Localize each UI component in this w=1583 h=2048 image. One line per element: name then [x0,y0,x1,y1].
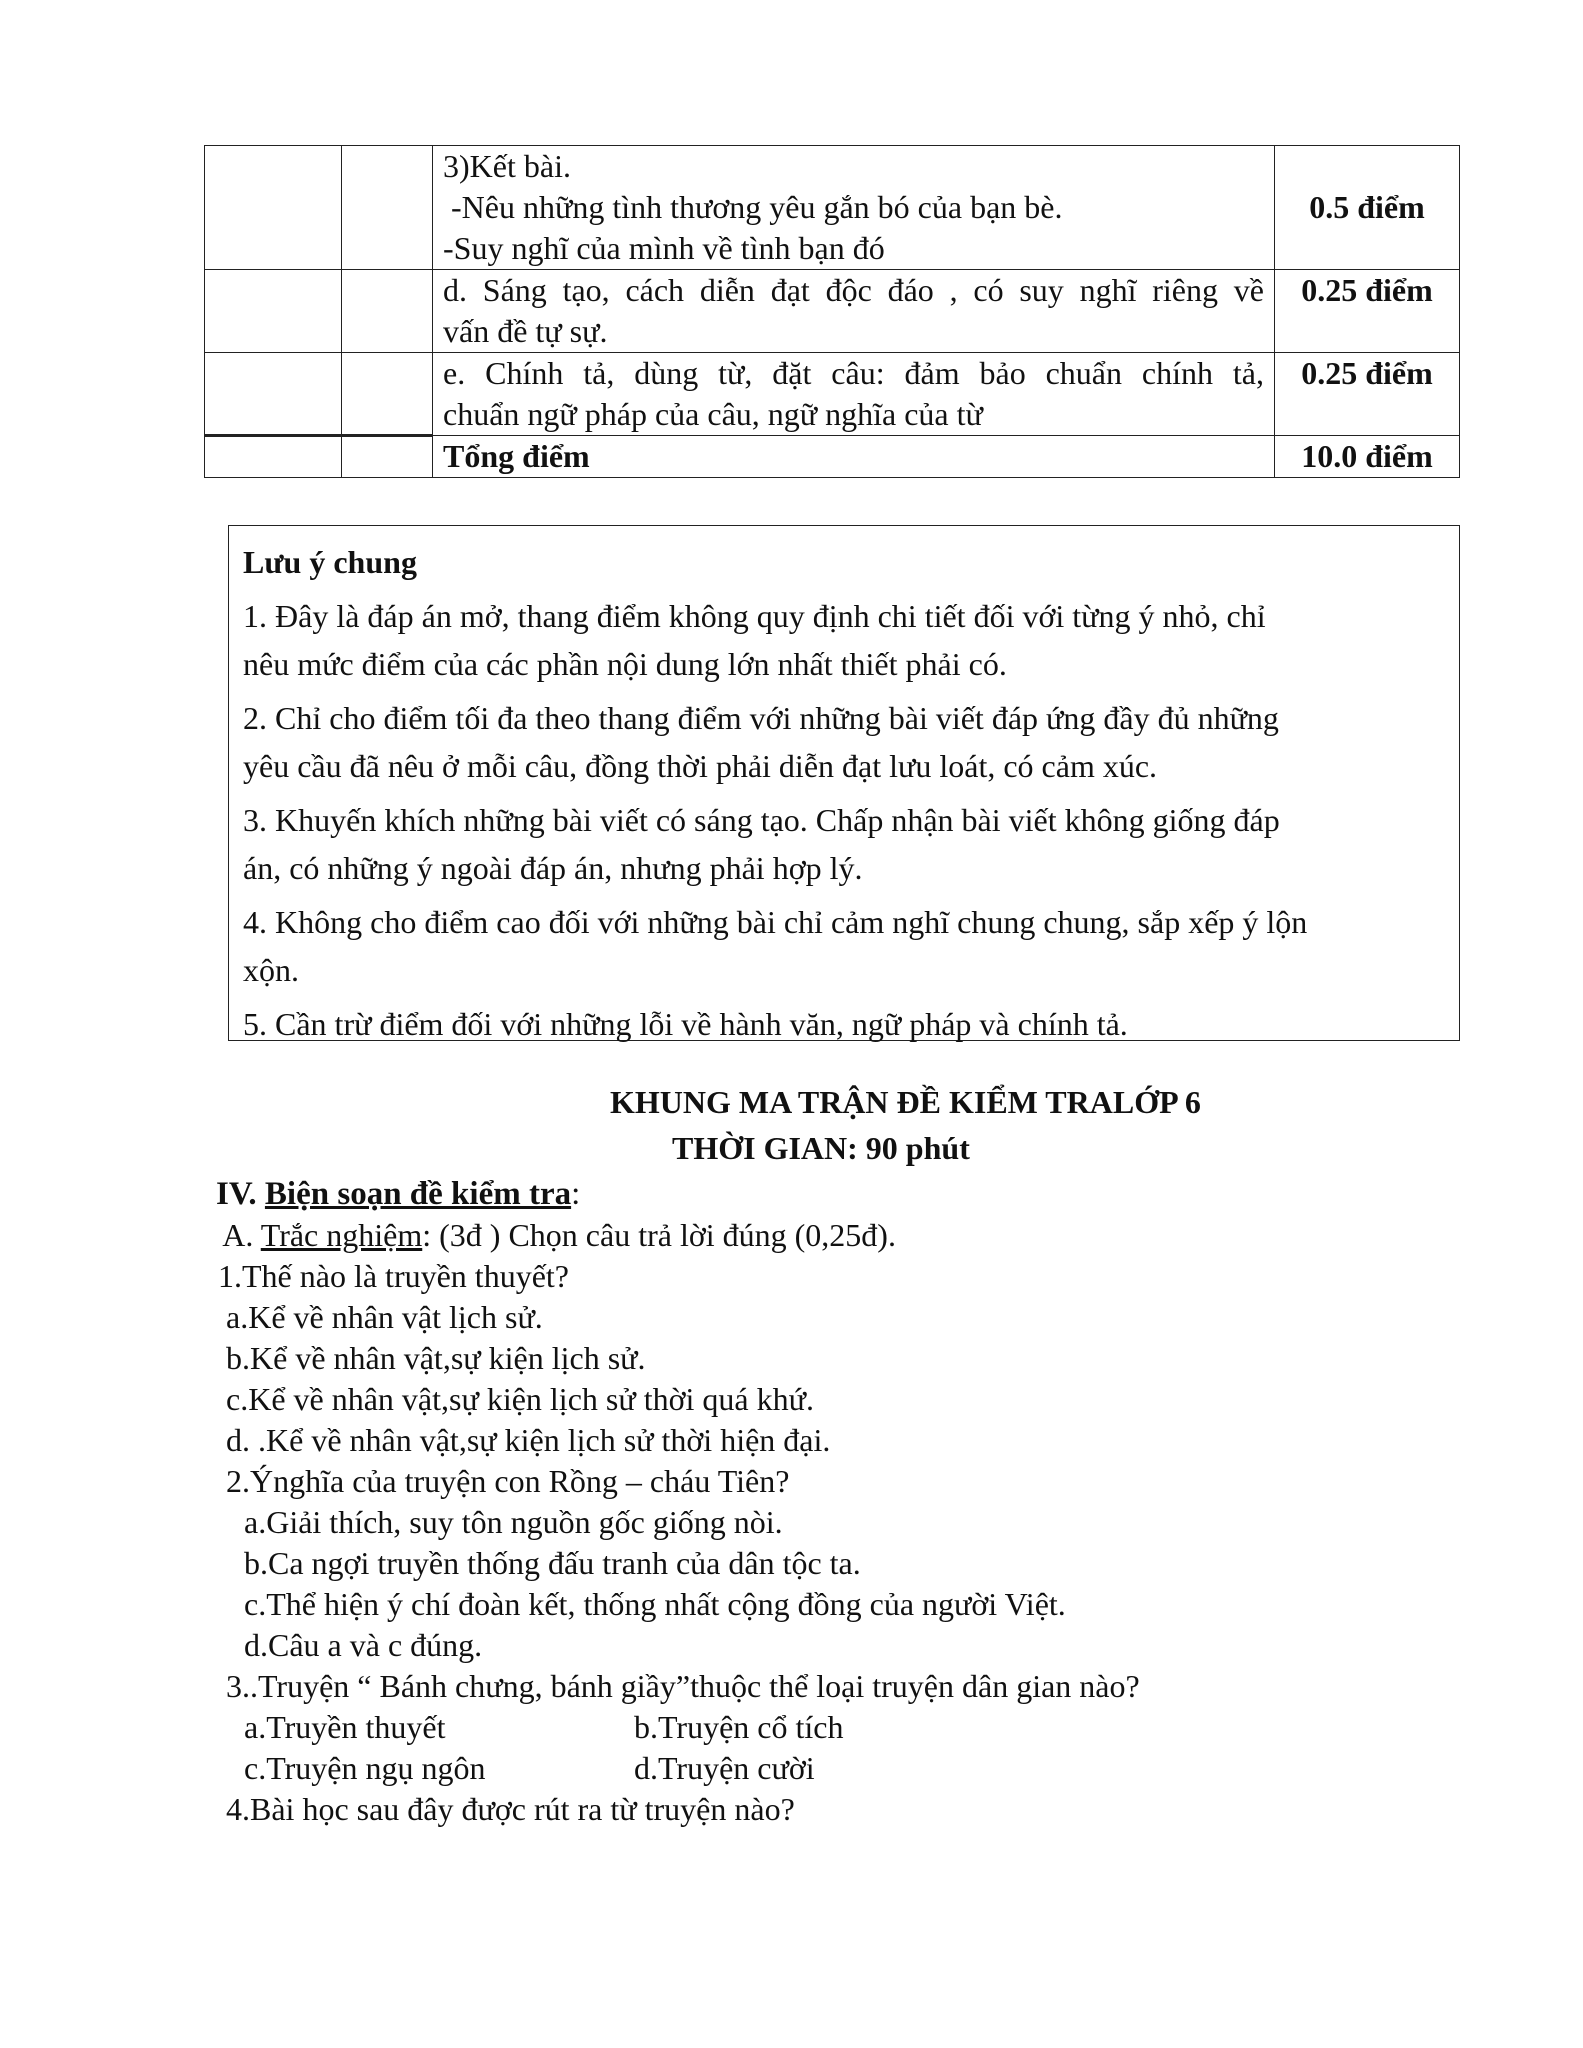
answer-2d: d.Câu a và c đúng. [244,1627,483,1663]
note-item [243,694,1445,790]
table-cell [342,353,433,436]
rubric-line: chuẩn ngữ pháp của câu, ngữ nghĩa của từ [443,396,983,432]
part-a-title: Trắc nghiệm [260,1217,423,1253]
total-label: Tổng điểm [433,436,1275,478]
question-4: 4.Bài học sau đây được rút ra từ truyện nào? [218,1791,795,1827]
part-a-rest: : (3đ ) Chọn câu trả lời đúng (0,25đ). [422,1217,896,1253]
answer-1b: b.Kể về nhân vật,sự kiện lịch sử. [218,1340,646,1376]
rubric-line: vấn đề tự sự. [443,313,608,349]
rubric-score: 0.25 điểm [1275,353,1460,436]
section-title [216,1174,580,1215]
rubric-score: 0.25 điểm [1275,270,1460,353]
table-cell [205,436,342,478]
rubric-table [204,145,1460,478]
rubric-line: -Nêu những tình thương yêu gắn bó của bạn bè. [443,189,1063,225]
table-row [205,270,1460,353]
table-row [205,353,1460,436]
section-colon: : [571,1176,581,1212]
question-1: 1.Thế nào là truyền thuyết? [218,1258,569,1294]
total-score: 10.0 điểm [1275,436,1460,478]
note-line: yêu cầu đã nêu ở mỗi câu, đồng thời phải diễn đạt lưu loát, có cảm xúc. [243,748,1158,784]
table-cell [205,270,342,353]
rubric-line: 3)Kết bài. [443,148,571,184]
rubric-content [433,146,1275,270]
question-2: 2.Ýnghĩa của truyện con Rồng – cháu Tiên? [218,1463,790,1499]
time-heading: THỜI GIAN: 90 phút [672,1130,970,1166]
answer-3b: b.Truyện cổ tích [634,1709,844,1745]
answer-1a: a.Kể về nhân vật lịch sử. [218,1299,543,1335]
answer-3a: a.Truyền thuyết [244,1709,446,1745]
note-line: án, có những ý ngoài đáp án, nhưng phải hợp lý. [243,850,863,886]
section-roman: IV. [216,1176,265,1212]
note-line: 5. Cần trừ điểm đối với những lỗi về hành văn, ngữ pháp và chính tả. [243,1006,1128,1042]
table-row [205,146,1460,270]
section-title-text: Biện soạn đề kiểm tra [264,1176,572,1212]
answer-1d: d. .Kể về nhân vật,sự kiện lịch sử thời hiện đại. [218,1422,831,1458]
table-cell [342,146,433,270]
table-cell [205,353,342,436]
table-cell [342,270,433,353]
answer-3c: c.Truyện ngụ ngôn [244,1750,486,1786]
rubric-line: -Suy nghĩ của mình về tình bạn đó [443,230,885,266]
note-line: 2. Chỉ cho điểm tối đa theo thang điểm với những bài viết đáp ứng đầy đủ những [243,700,1279,736]
part-a-heading [216,1215,896,1256]
rubric-score: 0.5 điểm [1275,146,1460,270]
note-line: nêu mức điểm của các phần nội dung lớn nhất thiết phải có. [243,646,1007,682]
note-line: xộn. [243,952,299,988]
note-line: 4. Không cho điểm cao đối với những bài chỉ cảm nghĩ chung chung, sắp xếp ý lộn [243,904,1308,940]
table-cell [205,146,342,270]
notes-title: Lưu ý chung [243,544,417,580]
matrix-heading: KHUNG MA TRẬN ĐỀ KIỂM TRALỚP 6 [610,1084,1201,1120]
note-item [243,898,1445,994]
answer-2a: a.Giải thích, suy tôn nguồn gốc giống nòi. [244,1504,783,1540]
question-3: 3..Truyện “ Bánh chưng, bánh giầy”thuộc thể loại truyện dân gian nào? [218,1668,1140,1704]
table-row [205,436,1460,478]
rubric-content [433,353,1275,436]
table-cell [342,436,433,478]
answer-2c: c.Thể hiện ý chí đoàn kết, thống nhất cộng đồng của người Việt. [244,1586,1066,1622]
answer-3d: d.Truyện cười [634,1750,815,1786]
note-item [243,592,1445,688]
rubric-line: e. Chính tả, dùng từ, đặt câu: đảm bảo chuẩn chính tả, [443,355,1264,391]
rubric-line: d. Sáng tạo, cách diễn đạt độc đáo , có suy nghĩ riêng về [443,272,1264,308]
part-a-prefix: A. [216,1217,261,1253]
rubric-content [433,270,1275,353]
answer-1c: c.Kể về nhân vật,sự kiện lịch sử thời quá khứ. [218,1381,814,1417]
answer-2b: b.Ca ngợi truyền thống đấu tranh của dân tộc ta. [244,1545,861,1581]
note-line: 1. Đây là đáp án mở, thang điểm không quy định chi tiết đối với từng ý nhỏ, chỉ [243,598,1266,634]
note-line: 3. Khuyến khích những bài viết có sáng tạo. Chấp nhận bài viết không giống đáp [243,802,1280,838]
general-notes-box [228,525,1460,1041]
note-item [243,1000,1445,1048]
note-item [243,796,1445,892]
